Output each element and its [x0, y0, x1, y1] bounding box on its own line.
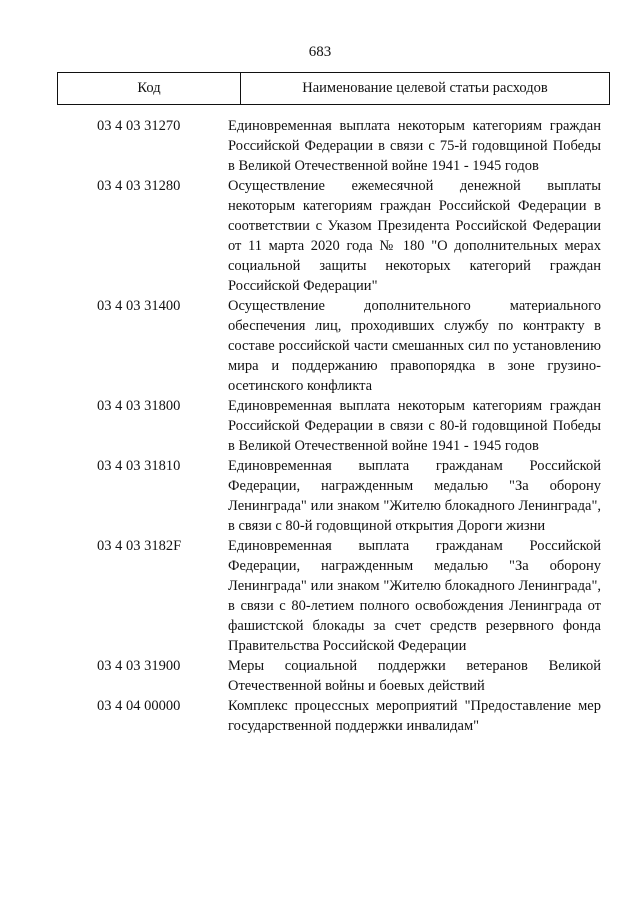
entry-code: 03 4 03 31810	[97, 458, 181, 474]
entry-name: Единовременная выплата некоторым категориям граждан Российской Федерации в связи с 75-й годовщиной Победы в Великой Отечественной войне 1941 - 1945 годов	[228, 118, 601, 174]
table-row	[0, 696, 640, 736]
table-row	[0, 116, 640, 176]
entry-name: Осуществление ежемесячной денежной выплаты некоторым категориям граждан Российской Федерации в соответствии с Указом Президента Российской Федерации от 11 марта 2020 года № 180 "О дополнительных мерах социальной защиты некоторых категорий граждан Российской Федерации"	[228, 178, 601, 294]
table-row	[0, 296, 640, 396]
table-row	[0, 456, 640, 536]
entry-code: 03 4 03 31270	[97, 118, 181, 134]
entry-code: 03 4 03 3182F	[97, 538, 182, 554]
entry-code: 03 4 04 00000	[97, 698, 181, 714]
entry-name: Единовременная выплата гражданам Российской Федерации, награжденным медалью "За оборону Ленинграда" или знаком "Жителю блокадного Ленинграда", в связи с 80-летием полного освобождения Ленинграда от фашистской блокады за счет средств резервного фонда Правительства Российской Федерации	[228, 538, 601, 654]
column-header-code: Код	[58, 73, 241, 104]
table-row	[0, 176, 640, 296]
column-header-name: Наименование целевой статьи расходов	[302, 80, 548, 96]
entry-code: 03 4 03 31900	[97, 658, 181, 674]
table-row	[0, 536, 640, 656]
table-header	[57, 72, 610, 105]
entry-code: 03 4 03 31400	[97, 298, 181, 314]
table-row	[0, 656, 640, 696]
entry-name: Комплекс процессных мероприятий "Предоставление мер государственной поддержки инвалидам"	[228, 698, 601, 734]
entry-name: Меры социальной поддержки ветеранов Великой Отечественной войны и боевых действий	[228, 658, 601, 694]
entry-name: Единовременная выплата гражданам Российской Федерации, награжденным медалью "За оборону Ленинграда" или знаком "Жителю блокадного Ленинграда", в связи с 80-й годовщиной открытия Дороги жизни	[228, 458, 601, 534]
entries-list	[0, 116, 640, 736]
entry-code: 03 4 03 31280	[97, 178, 181, 194]
entry-code: 03 4 03 31800	[97, 398, 181, 414]
table-row	[0, 396, 640, 456]
page-number: 683	[308, 44, 332, 60]
entry-name: Осуществление дополнительного материального обеспечения лиц, проходивших службу по контракту в составе российской части смешанных сил по установлению мира и поддержанию правопорядка в зоне грузино-осетинского конфликта	[228, 298, 601, 394]
entry-name: Единовременная выплата некоторым категориям граждан Российской Федерации в связи с 80-й годовщиной Победы в Великой Отечественной войне 1941 - 1945 годов	[228, 398, 601, 454]
